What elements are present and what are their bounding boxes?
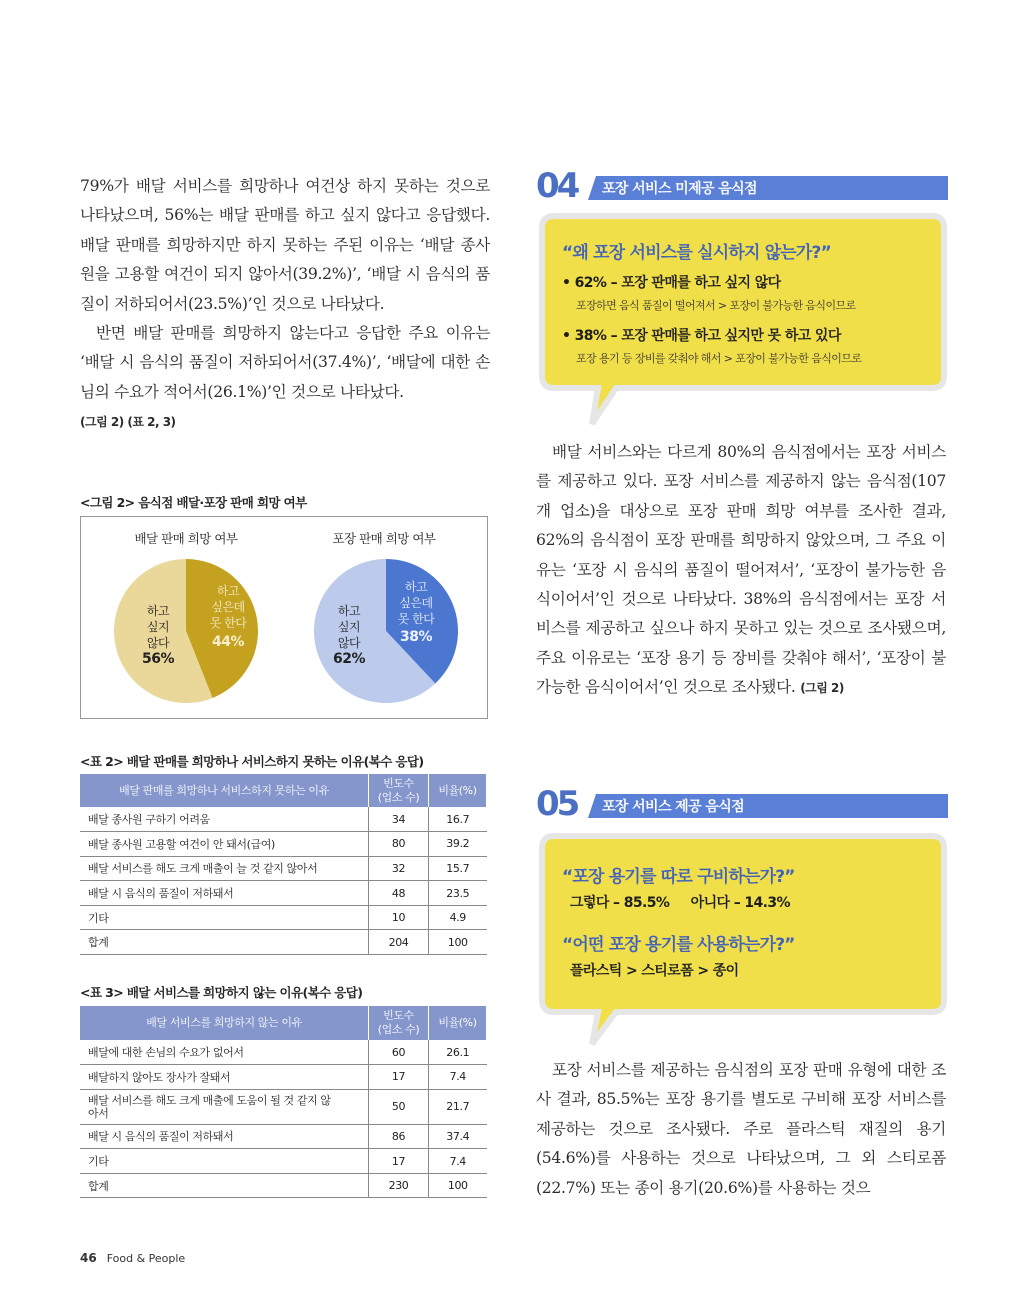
pie-left-pct-dont: 56% bbox=[141, 651, 174, 667]
table2-caption: <표 2> 배달 판매를 희망하나 서비스하지 못하는 이유(복수 응답) bbox=[80, 754, 424, 769]
table3-header-ratio: 비율(%) bbox=[429, 1006, 487, 1040]
table2-header-reason: 배달 판매를 희망하나 서비스하지 못하는 이유 bbox=[80, 774, 369, 807]
pie-left-pct-cant: 44% bbox=[211, 634, 244, 650]
section-05-header bbox=[536, 784, 948, 824]
pie-left-title: 배달 판매 희망 여부 bbox=[134, 531, 238, 546]
table-header-row bbox=[80, 1006, 487, 1040]
table-row: 배달 서비스를 해도 크게 매출에 도움이 될 것 같지 않아서 50 21.7 bbox=[80, 1089, 487, 1124]
section-04-number: 04 bbox=[536, 166, 578, 206]
table3-caption: <표 3> 배달 서비스를 희망하지 않는 이유(복수 응답) bbox=[80, 985, 363, 1000]
table-row: 기타 17 7.4 bbox=[80, 1149, 487, 1174]
table-row: 배달에 대한 손님의 수요가 없어서 60 26.1 bbox=[80, 1040, 487, 1065]
table2-header-count: 빈도수 (업소 수) bbox=[369, 774, 429, 807]
figure-reference-right: (그림 2) bbox=[800, 681, 844, 696]
section-04-header bbox=[536, 166, 948, 206]
table-row-total: 합계 204 100 bbox=[80, 930, 487, 955]
table2 bbox=[80, 774, 487, 955]
right-paragraph-1: 배달 서비스와는 다르게 80%의 음식점에서는 포장 서비스를 제공하고 있다. 포장 서비스를 제공하지 않는 음식점(107개 업소)을 대상으로 포장 판매 희망 여부를 조사한 결과, 62%의 음식점이 포장 판매를 희망하지 않았으며, 그 주요 이유는 ‘포장 시 음식의 품질이 떨어져서’, ‘포장이 불가능한 음식이어서’인 것으로 나타났다. 38%의 음식점에서는 포장 서비스를 제공하고 싶으나 하지 못하고 있는 것으로 조사됐으며, 주요 이유로는 ‘포장 용기 등 장비를 갖춰야 해서’, ‘포장이 불가능한 음식이어서’인 것으로 조사됐다. bbox=[536, 443, 946, 697]
section-05-bubble bbox=[536, 832, 948, 1047]
section-05-title: 포장 서비스 제공 음식점 bbox=[602, 799, 745, 815]
section-04-title: 포장 서비스 미제공 음식점 bbox=[602, 181, 757, 197]
table-row-total: 합계 230 100 bbox=[80, 1173, 487, 1198]
left-paragraph-2: 반면 배달 판매를 희망하지 않는다고 응답한 주요 이유는 ‘배달 시 음식의 품질이 저하되어서(37.4%)’, ‘배달에 대한 손님의 수요가 적어서(26.1%)’인 것으로 나타났다. (그림 2) (표 2, 3) bbox=[80, 324, 490, 430]
section-04-answer-1: • 62% – 포장 판매를 하고 싶지 않다 bbox=[562, 275, 781, 291]
left-body-text bbox=[80, 172, 490, 438]
page-number: 46 bbox=[80, 1251, 97, 1265]
section-05-answer-2: 플라스틱 > 스티로폼 > 종이 bbox=[570, 963, 739, 979]
table-row: 배달 시 음식의 품질이 저하돼서 48 23.5 bbox=[80, 881, 487, 906]
pie-right-label-cant: 하고 싶은데 못 한다 38% bbox=[389, 579, 443, 645]
section-04-bubble bbox=[536, 212, 948, 427]
right-body-text-2 bbox=[536, 1056, 946, 1206]
section-04-answer-2-detail: 포장 용기 등 장비를 갖춰야 해서 > 포장이 불가능한 음식이므로 bbox=[576, 352, 862, 365]
pie-right-pct-cant: 38% bbox=[399, 629, 432, 645]
table2-header-ratio: 비율(%) bbox=[429, 774, 487, 807]
pie-left-label-cant: 하고 싶은데 못 한다 44% bbox=[201, 583, 255, 650]
figure2-box bbox=[80, 516, 488, 719]
pie-right-title: 포장 판매 희망 여부 bbox=[332, 531, 436, 546]
table3 bbox=[80, 1006, 487, 1198]
figure2-caption: <그림 2> 음식점 배달·포장 판매 희망 여부 bbox=[80, 495, 307, 510]
pie-right-label-dont: 하고 싶지 않다 62% bbox=[324, 603, 374, 667]
section-04-question: “왜 포장 서비스를 실시하지 않는가?” bbox=[562, 243, 831, 263]
section-05-number: 05 bbox=[536, 784, 578, 824]
table-row: 배달 서비스를 해도 크게 매출이 늘 것 같지 않아서 32 15.7 bbox=[80, 856, 487, 881]
magazine-name: Food & People bbox=[106, 1252, 186, 1265]
left-paragraph-1: 79%가 배달 서비스를 희망하나 여건상 하지 못하는 것으로 나타났으며, 56%는 배달 판매를 하고 싶지 않다고 응답했다. 배달 판매를 희망하지만 하지 못하는 주된 이유는 ‘배달 종사원을 고용할 여건이 되지 않아서(39.2%)’, ‘배달 시 음식의 품질이 저하되어서(23.5%)’인 것으로 나타났다. bbox=[80, 177, 490, 313]
section-05-answer-1: 그렇다 – 85.5% 아니다 – 14.3% bbox=[570, 895, 790, 911]
table-header-row bbox=[80, 774, 487, 807]
table-row: 배달 종사원 고용할 여건이 안 돼서(급여) 80 39.2 bbox=[80, 832, 487, 857]
figure-reference: (그림 2) (표 2, 3) bbox=[80, 415, 176, 430]
table-row: 배달 시 음식의 품질이 저하돼서 86 37.4 bbox=[80, 1124, 487, 1149]
pie-left-label-dont: 하고 싶지 않다 56% bbox=[133, 603, 183, 667]
table-row: 배달하지 않아도 장사가 잘돼서 17 7.4 bbox=[80, 1065, 487, 1090]
section-04-answer-1-detail: 포장하면 음식 품질이 떨어져서 > 포장이 불가능한 음식이므로 bbox=[576, 299, 856, 312]
section-04-answer-2: • 38% – 포장 판매를 하고 싶지만 못 하고 있다 bbox=[562, 328, 841, 344]
pie-right-pct-dont: 62% bbox=[332, 651, 365, 667]
page-footer bbox=[80, 1251, 185, 1265]
section-05-question-1: “포장 용기를 따로 구비하는가?” bbox=[562, 867, 795, 887]
right-paragraph-2: 포장 서비스를 제공하는 음식점의 포장 판매 유형에 대한 조사 결과, 85.5%는 포장 용기를 별도로 구비해 포장 서비스를 제공하는 것으로 조사됐다. 주로 플라스틱 재질의 용기(54.6%)를 사용하는 것으로 나타났으며, 그 외 스티로폼(22.7%) 또는 종이 용기(20.6%)를 사용하는 것으 bbox=[536, 1061, 946, 1197]
table-row: 기타 10 4.9 bbox=[80, 905, 487, 930]
right-body-text-1 bbox=[536, 438, 946, 704]
section-05-question-2: “어떤 포장 용기를 사용하는가?” bbox=[562, 935, 795, 955]
table3-header-count: 빈도수 (업소 수) bbox=[369, 1006, 429, 1040]
table3-header-reason: 배달 서비스를 희망하지 않는 이유 bbox=[80, 1006, 369, 1040]
table-row: 배달 종사원 구하기 어려움 34 16.7 bbox=[80, 807, 487, 832]
